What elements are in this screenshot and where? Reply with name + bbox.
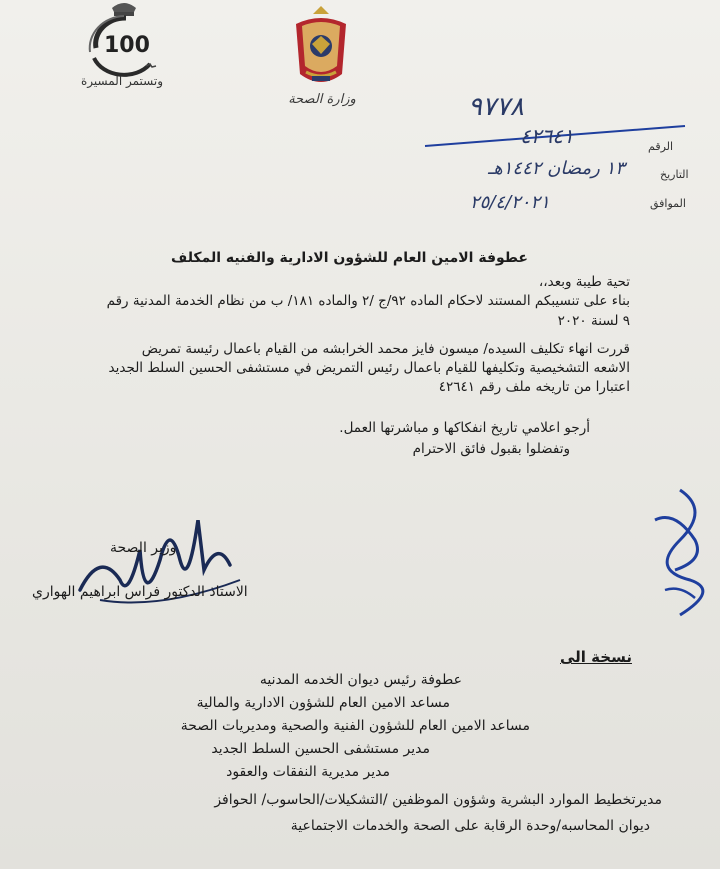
ministry-name: وزارة الصحة: [288, 92, 356, 107]
paragraph-2-line-1: قررت انهاء تكليف السيده/ ميسون فايز محمد الخرابشه من القيام باعمال رئيسة تمريض: [141, 341, 630, 357]
corresponding-date-value: ٢٥/٤/٢٠٢١: [470, 192, 550, 213]
ref-number-value: ٤٢٦٤١: [520, 124, 574, 148]
closing-regards: وتفضلوا بقبول فائق الاحترام: [412, 441, 570, 457]
paragraph-2-line-3: اعتبارا من تاريخه ملف رقم ٤٢٦٤١: [438, 379, 630, 395]
signatory-title: وزير الصحة: [110, 540, 177, 556]
cc-item: مساعد الامين العام للشؤون الفنية والصحية ومديريات الصحة: [180, 718, 530, 734]
paragraph-2-line-2: الاشعه التشخيصية وتكليفها للقيام باعمال رئيس التمريض في مستشفى الحسين السلط الجديد: [108, 360, 630, 376]
cc-item: عطوفة رئيس ديوان الخدمه المدنيه: [259, 672, 462, 688]
logo-caption: وتستمر المسيرة: [81, 74, 163, 88]
ref-label: الرقم: [648, 140, 674, 153]
paragraph-1-line-2: ٩ لسنة ٢٠٢٠: [557, 313, 630, 329]
greeting: تحية طيبة وبعد،،: [538, 274, 630, 290]
logo-100-number: 100: [104, 33, 150, 58]
cc-item: مديرتخطيط الموارد البشرية وشؤون الموظفين /التشكيلات/الحاسوب/ الحوافز: [214, 792, 662, 808]
cc-item: مدير مديرية النفقات والعقود: [226, 764, 390, 780]
cc-heading: نسخة الى: [560, 648, 632, 666]
ref-number-top: ٩٧٧٨: [468, 92, 524, 122]
minister-handwritten-signature: [70, 520, 260, 615]
paragraph-1-line-1: بناء على تنسيبكم المستند لاحكام الماده ٩٢/ج /٢ والماده ١٨١/ ب من نظام الخدمة المدنية رقم: [106, 293, 630, 309]
approval-scribble: [640, 480, 720, 620]
corresponding-label: الموافق: [650, 197, 686, 210]
closing-request: أرجو اعلامي تاريخ انفكاكها و مباشرتها العمل.: [339, 420, 590, 436]
cc-item: مدير مستشفى الحسين السلط الجديد: [211, 741, 430, 757]
signatory-name: الاستاذ الدكتور فراس ابراهيم الهواري: [32, 584, 248, 600]
date-value: ١٣ رمضان ١٤٤٢هـ: [488, 158, 625, 179]
cc-item: مساعد الامين العام للشؤون الادارية والمالية: [196, 695, 450, 711]
date-label: التاريخ: [660, 168, 689, 181]
cc-item: ديوان المحاسبه/وحدة الرقابة على الصحة والخدمات الاجتماعية: [290, 818, 650, 834]
letter-addressee: عطوفة الامين العام للشؤون الادارية والفنيه المكلف: [171, 250, 528, 266]
coat-of-arms-icon: [286, 2, 356, 92]
